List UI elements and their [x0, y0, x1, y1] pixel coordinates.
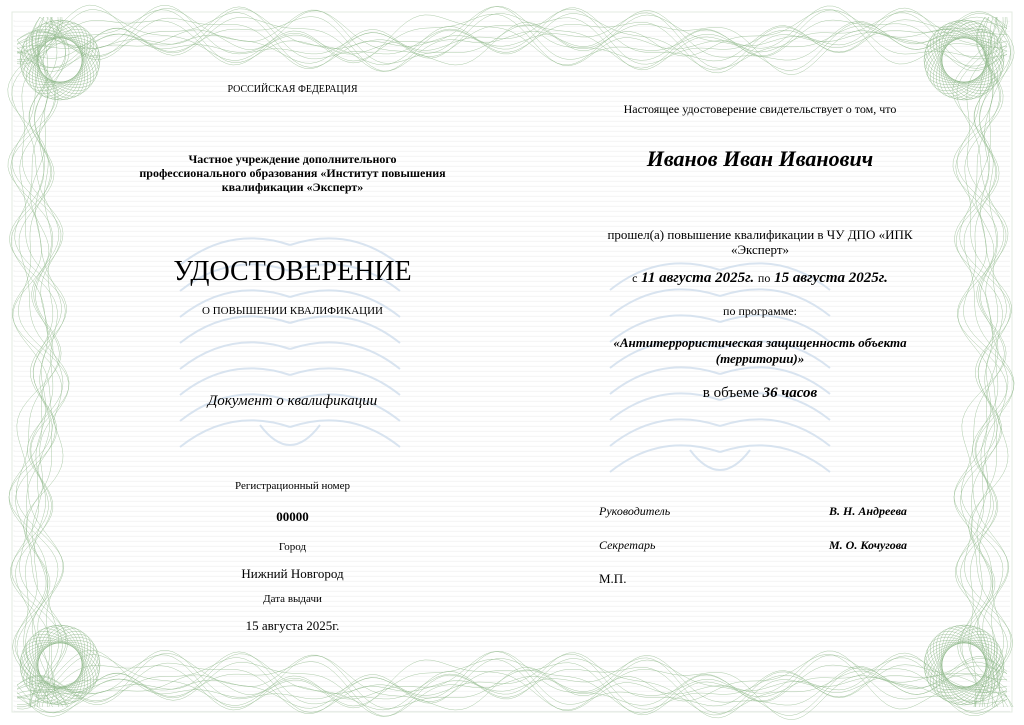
organization-name [110, 152, 475, 194]
border-band [17, 650, 1007, 720]
signature-name: В. Н. Андреева [829, 504, 907, 518]
signature-name: М. О. Кочугова [829, 538, 908, 552]
corner-rosette [924, 20, 1004, 100]
date-to: 15 августа 2025г. [774, 270, 888, 286]
issue-date-label: Дата выдачи [263, 593, 322, 605]
org-line: Частное учреждение дополнительного [188, 152, 397, 166]
study-period [575, 270, 945, 287]
volume-hours: 36 часов [762, 385, 818, 401]
registration-label: Регистрационный номер [234, 480, 351, 492]
holder-name: Иванов Иван Иванович [646, 146, 874, 171]
program-line: (территории)» [715, 351, 805, 366]
issue-date: 15 августа 2025г. [245, 618, 340, 633]
from-word: с [632, 271, 638, 285]
completion-line: прошел(а) повышение квалификации в ЧУ ДПО «ИПК [607, 227, 913, 242]
program-name [575, 335, 945, 367]
stamp-place: М.П. [599, 571, 627, 586]
registration-number: 00000 [276, 509, 309, 524]
date-from: 11 августа 2025г. [641, 270, 755, 286]
signature-role: Руководитель [599, 504, 671, 518]
signature-role: Секретарь [599, 538, 656, 552]
border-band [17, 5, 1007, 75]
org-line: профессионального образования «Институт повышения [139, 166, 446, 180]
border-band [8, 17, 69, 707]
program-label: по программе: [723, 304, 797, 318]
org-line: квалификации «Эксперт» [221, 180, 364, 194]
certificate-subtitle: О ПОВЫШЕНИИ КВАЛИФИКАЦИИ [202, 305, 383, 317]
to-word: по [757, 271, 771, 285]
completion-line: «Эксперт» [730, 242, 790, 257]
completion-text [575, 227, 945, 257]
border-band [953, 17, 1014, 707]
emblem-watermark [610, 263, 830, 472]
volume [575, 385, 945, 402]
city-value: Нижний Новгород [241, 566, 344, 581]
intro-text: Настоящее удостоверение свидетельствует о том, что [623, 102, 897, 116]
city-label: Город [278, 541, 307, 553]
volume-label: в объеме [702, 385, 759, 401]
certificate-title: УДОСТОВЕРЕНИЕ [173, 256, 412, 287]
document-type: Документ о квалификации [207, 393, 378, 409]
country-label: РОССИЙСКАЯ ФЕДЕРАЦИЯ [227, 84, 358, 95]
program-line: «Антитеррористическая защищенность объекта [613, 335, 907, 350]
